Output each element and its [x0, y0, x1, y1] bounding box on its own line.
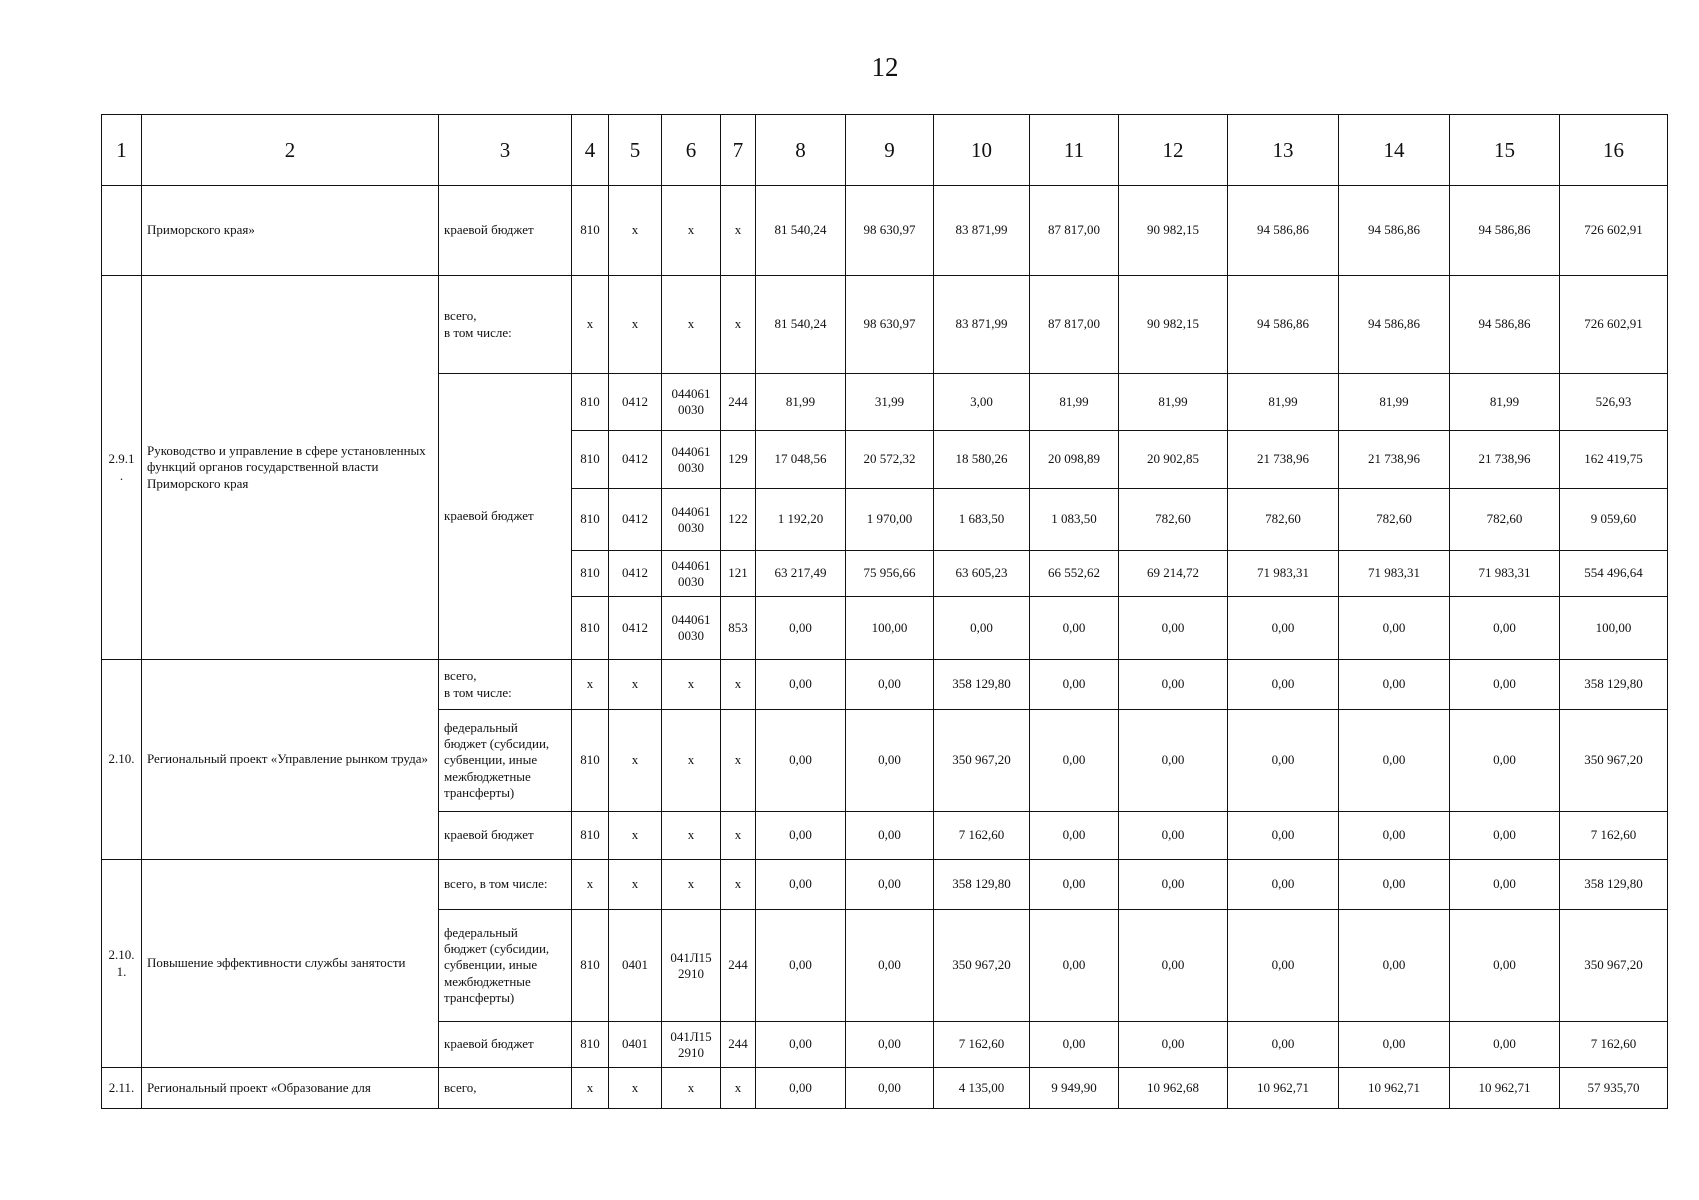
value-cell: 0,00: [1030, 710, 1119, 812]
code-cell: 810: [572, 374, 609, 431]
value-cell: 0,00: [1339, 910, 1450, 1022]
value-cell: 20 098,89: [1030, 431, 1119, 489]
value-cell: 10 962,68: [1119, 1068, 1228, 1109]
value-cell: 0,00: [756, 860, 846, 910]
column-header-1: 1: [102, 115, 142, 186]
value-cell: 0,00: [846, 1068, 934, 1109]
value-cell: 81,99: [1030, 374, 1119, 431]
value-cell: 94 586,86: [1339, 186, 1450, 276]
code-cell: x: [721, 860, 756, 910]
code-cell: x: [721, 1068, 756, 1109]
code-cell: 810: [572, 431, 609, 489]
value-cell: 87 817,00: [1030, 186, 1119, 276]
value-cell: 94 586,86: [1339, 276, 1450, 374]
code-cell: 0412: [609, 431, 662, 489]
value-cell: 63 217,49: [756, 551, 846, 597]
value-cell: 0,00: [1450, 710, 1560, 812]
column-header-15: 15: [1450, 115, 1560, 186]
total-value-cell: 554 496,64: [1560, 551, 1668, 597]
value-cell: 98 630,97: [846, 186, 934, 276]
value-cell: 0,00: [756, 660, 846, 710]
value-cell: 0,00: [1228, 910, 1339, 1022]
funding-source-cell: краевой бюджет: [439, 186, 572, 276]
value-cell: 20 572,32: [846, 431, 934, 489]
code-cell: 0412: [609, 551, 662, 597]
value-cell: 0,00: [756, 597, 846, 660]
value-cell: 94 586,86: [1228, 186, 1339, 276]
funding-source-cell: всего, в том числе:: [439, 660, 572, 710]
row-name-cell: Приморского края»: [142, 186, 439, 276]
value-cell: 31,99: [846, 374, 934, 431]
value-cell: 9 949,90: [1030, 1068, 1119, 1109]
value-cell: 87 817,00: [1030, 276, 1119, 374]
column-header-12: 12: [1119, 115, 1228, 186]
value-cell: 782,60: [1228, 489, 1339, 551]
code-cell: 0412: [609, 597, 662, 660]
funding-source-cell: краевой бюджет: [439, 1022, 572, 1068]
value-cell: 0,00: [1030, 597, 1119, 660]
value-cell: 0,00: [1228, 1022, 1339, 1068]
code-cell: 853: [721, 597, 756, 660]
code-cell: 810: [572, 186, 609, 276]
total-value-cell: 57 935,70: [1560, 1068, 1668, 1109]
code-cell: x: [609, 710, 662, 812]
column-header-14: 14: [1339, 115, 1450, 186]
row-name-cell: Региональный проект «Образование для: [142, 1068, 439, 1109]
code-cell: 044061 0030: [662, 597, 721, 660]
header-row: [102, 115, 1668, 186]
value-cell: 0,00: [756, 1068, 846, 1109]
code-cell: 041Л15 2910: [662, 1022, 721, 1068]
value-cell: 0,00: [1119, 860, 1228, 910]
value-cell: 1 192,20: [756, 489, 846, 551]
value-cell: 0,00: [1030, 660, 1119, 710]
funding-source-cell: всего,: [439, 1068, 572, 1109]
value-cell: 0,00: [1030, 1022, 1119, 1068]
value-cell: 0,00: [1339, 1022, 1450, 1068]
value-cell: 0,00: [846, 812, 934, 860]
value-cell: 350 967,20: [934, 710, 1030, 812]
value-cell: 81,99: [1339, 374, 1450, 431]
code-cell: 121: [721, 551, 756, 597]
code-cell: 810: [572, 710, 609, 812]
value-cell: 81,99: [1119, 374, 1228, 431]
value-cell: 0,00: [1339, 812, 1450, 860]
value-cell: 350 967,20: [934, 910, 1030, 1022]
code-cell: 244: [721, 910, 756, 1022]
value-cell: 358 129,80: [934, 660, 1030, 710]
value-cell: 21 738,96: [1339, 431, 1450, 489]
value-cell: 4 135,00: [934, 1068, 1030, 1109]
code-cell: 0401: [609, 910, 662, 1022]
value-cell: 0,00: [1450, 660, 1560, 710]
code-cell: x: [572, 860, 609, 910]
code-cell: 810: [572, 597, 609, 660]
row-number-cell: [102, 186, 142, 276]
value-cell: 81 540,24: [756, 276, 846, 374]
value-cell: 0,00: [1339, 710, 1450, 812]
value-cell: 10 962,71: [1339, 1068, 1450, 1109]
value-cell: 90 982,15: [1119, 276, 1228, 374]
value-cell: 21 738,96: [1450, 431, 1560, 489]
total-value-cell: 162 419,75: [1560, 431, 1668, 489]
code-cell: 244: [721, 1022, 756, 1068]
code-cell: 0412: [609, 374, 662, 431]
value-cell: 0,00: [1030, 860, 1119, 910]
column-header-16: 16: [1560, 115, 1668, 186]
funding-source-cell: всего, в том числе:: [439, 276, 572, 374]
value-cell: 94 586,86: [1228, 276, 1339, 374]
code-cell: 044061 0030: [662, 489, 721, 551]
column-header-11: 11: [1030, 115, 1119, 186]
column-header-7: 7: [721, 115, 756, 186]
code-cell: x: [609, 1068, 662, 1109]
table-row: [102, 660, 1668, 710]
table-row: [102, 276, 1668, 374]
code-cell: 810: [572, 812, 609, 860]
value-cell: 0,00: [1030, 812, 1119, 860]
code-cell: x: [609, 660, 662, 710]
code-cell: x: [662, 1068, 721, 1109]
code-cell: x: [609, 812, 662, 860]
total-value-cell: 358 129,80: [1560, 660, 1668, 710]
total-value-cell: 358 129,80: [1560, 860, 1668, 910]
code-cell: 0401: [609, 1022, 662, 1068]
column-header-9: 9: [846, 115, 934, 186]
funding-source-cell: федеральный бюджет (субсидии, субвенции, иные межбюджетные трансферты): [439, 910, 572, 1022]
value-cell: 0,00: [1450, 1022, 1560, 1068]
table-row: [102, 860, 1668, 910]
code-cell: x: [662, 660, 721, 710]
value-cell: 94 586,86: [1450, 186, 1560, 276]
code-cell: x: [572, 276, 609, 374]
code-cell: x: [721, 812, 756, 860]
code-cell: 810: [572, 910, 609, 1022]
value-cell: 83 871,99: [934, 276, 1030, 374]
code-cell: 810: [572, 489, 609, 551]
table-row: [102, 1068, 1668, 1109]
code-cell: 810: [572, 1022, 609, 1068]
code-cell: 044061 0030: [662, 431, 721, 489]
total-value-cell: 726 602,91: [1560, 186, 1668, 276]
total-value-cell: 526,93: [1560, 374, 1668, 431]
value-cell: 81 540,24: [756, 186, 846, 276]
code-cell: x: [609, 186, 662, 276]
value-cell: 0,00: [846, 710, 934, 812]
funding-source-cell: федеральный бюджет (субсидии, субвенции, иные межбюджетные трансферты): [439, 710, 572, 812]
code-cell: 0412: [609, 489, 662, 551]
total-value-cell: 726 602,91: [1560, 276, 1668, 374]
row-name-cell: Руководство и управление в сфере установленных функций органов государственной власти Приморского края: [142, 276, 439, 660]
column-header-8: 8: [756, 115, 846, 186]
code-cell: 122: [721, 489, 756, 551]
value-cell: 83 871,99: [934, 186, 1030, 276]
code-cell: x: [662, 860, 721, 910]
value-cell: 0,00: [1030, 910, 1119, 1022]
value-cell: 0,00: [1228, 860, 1339, 910]
value-cell: 0,00: [1119, 1022, 1228, 1068]
code-cell: 810: [572, 551, 609, 597]
page-number: 12: [871, 52, 899, 82]
value-cell: 90 982,15: [1119, 186, 1228, 276]
value-cell: 3,00: [934, 374, 1030, 431]
value-cell: 0,00: [846, 860, 934, 910]
code-cell: x: [662, 710, 721, 812]
value-cell: 0,00: [846, 1022, 934, 1068]
column-header-10: 10: [934, 115, 1030, 186]
row-name-cell: Повышение эффективности службы занятости: [142, 860, 439, 1068]
value-cell: 0,00: [1119, 597, 1228, 660]
value-cell: 0,00: [1339, 860, 1450, 910]
code-cell: x: [572, 660, 609, 710]
value-cell: 0,00: [756, 910, 846, 1022]
value-cell: 0,00: [1119, 910, 1228, 1022]
value-cell: 71 983,31: [1339, 551, 1450, 597]
value-cell: 71 983,31: [1450, 551, 1560, 597]
row-number-cell: 2.10. 1.: [102, 860, 142, 1068]
value-cell: 0,00: [846, 910, 934, 1022]
funding-source-cell: всего, в том числе:: [439, 860, 572, 910]
value-cell: 81,99: [1228, 374, 1339, 431]
row-number-cell: 2.9.1 .: [102, 276, 142, 660]
code-cell: x: [721, 660, 756, 710]
value-cell: 1 083,50: [1030, 489, 1119, 551]
total-value-cell: 7 162,60: [1560, 812, 1668, 860]
value-cell: 66 552,62: [1030, 551, 1119, 597]
code-cell: x: [721, 276, 756, 374]
code-cell: x: [662, 186, 721, 276]
value-cell: 358 129,80: [934, 860, 1030, 910]
value-cell: 0,00: [1228, 660, 1339, 710]
column-header-6: 6: [662, 115, 721, 186]
value-cell: 7 162,60: [934, 812, 1030, 860]
value-cell: 0,00: [1450, 812, 1560, 860]
value-cell: 18 580,26: [934, 431, 1030, 489]
code-cell: x: [609, 276, 662, 374]
value-cell: 21 738,96: [1228, 431, 1339, 489]
value-cell: 75 956,66: [846, 551, 934, 597]
value-cell: 10 962,71: [1228, 1068, 1339, 1109]
value-cell: 782,60: [1339, 489, 1450, 551]
funding-source-cell: краевой бюджет: [439, 812, 572, 860]
value-cell: 0,00: [1228, 597, 1339, 660]
value-cell: 10 962,71: [1450, 1068, 1560, 1109]
value-cell: 1 970,00: [846, 489, 934, 551]
row-name-cell: Региональный проект «Управление рынком труда»: [142, 660, 439, 860]
code-cell: x: [662, 812, 721, 860]
value-cell: 7 162,60: [934, 1022, 1030, 1068]
column-header-13: 13: [1228, 115, 1339, 186]
value-cell: 0,00: [756, 812, 846, 860]
code-cell: 244: [721, 374, 756, 431]
value-cell: 81,99: [1450, 374, 1560, 431]
code-cell: x: [721, 710, 756, 812]
total-value-cell: 350 967,20: [1560, 710, 1668, 812]
code-cell: 044061 0030: [662, 551, 721, 597]
code-cell: 044061 0030: [662, 374, 721, 431]
value-cell: 94 586,86: [1450, 276, 1560, 374]
value-cell: 81,99: [756, 374, 846, 431]
code-cell: x: [662, 276, 721, 374]
value-cell: 0,00: [846, 660, 934, 710]
value-cell: 0,00: [1450, 860, 1560, 910]
value-cell: 0,00: [1450, 597, 1560, 660]
funding-source-cell: краевой бюджет: [439, 374, 572, 660]
value-cell: 782,60: [1450, 489, 1560, 551]
code-cell: x: [721, 186, 756, 276]
value-cell: 17 048,56: [756, 431, 846, 489]
value-cell: 0,00: [1228, 710, 1339, 812]
value-cell: 71 983,31: [1228, 551, 1339, 597]
value-cell: 98 630,97: [846, 276, 934, 374]
code-cell: x: [572, 1068, 609, 1109]
total-value-cell: 100,00: [1560, 597, 1668, 660]
value-cell: 0,00: [1119, 660, 1228, 710]
budget-table: [101, 114, 1668, 1109]
value-cell: 1 683,50: [934, 489, 1030, 551]
value-cell: 69 214,72: [1119, 551, 1228, 597]
code-cell: 129: [721, 431, 756, 489]
total-value-cell: 9 059,60: [1560, 489, 1668, 551]
row-number-cell: 2.11.: [102, 1068, 142, 1109]
value-cell: 0,00: [1228, 812, 1339, 860]
value-cell: 0,00: [1339, 597, 1450, 660]
value-cell: 100,00: [846, 597, 934, 660]
value-cell: 782,60: [1119, 489, 1228, 551]
value-cell: 0,00: [1339, 660, 1450, 710]
value-cell: 0,00: [934, 597, 1030, 660]
value-cell: 0,00: [756, 710, 846, 812]
table-row: [102, 186, 1668, 276]
value-cell: 0,00: [756, 1022, 846, 1068]
column-header-4: 4: [572, 115, 609, 186]
column-header-2: 2: [142, 115, 439, 186]
code-cell: 041Л15 2910: [662, 910, 721, 1022]
column-header-3: 3: [439, 115, 572, 186]
value-cell: 63 605,23: [934, 551, 1030, 597]
code-cell: x: [609, 860, 662, 910]
column-header-5: 5: [609, 115, 662, 186]
total-value-cell: 350 967,20: [1560, 910, 1668, 1022]
row-number-cell: 2.10.: [102, 660, 142, 860]
value-cell: 0,00: [1119, 812, 1228, 860]
value-cell: 0,00: [1119, 710, 1228, 812]
value-cell: 20 902,85: [1119, 431, 1228, 489]
value-cell: 0,00: [1450, 910, 1560, 1022]
total-value-cell: 7 162,60: [1560, 1022, 1668, 1068]
